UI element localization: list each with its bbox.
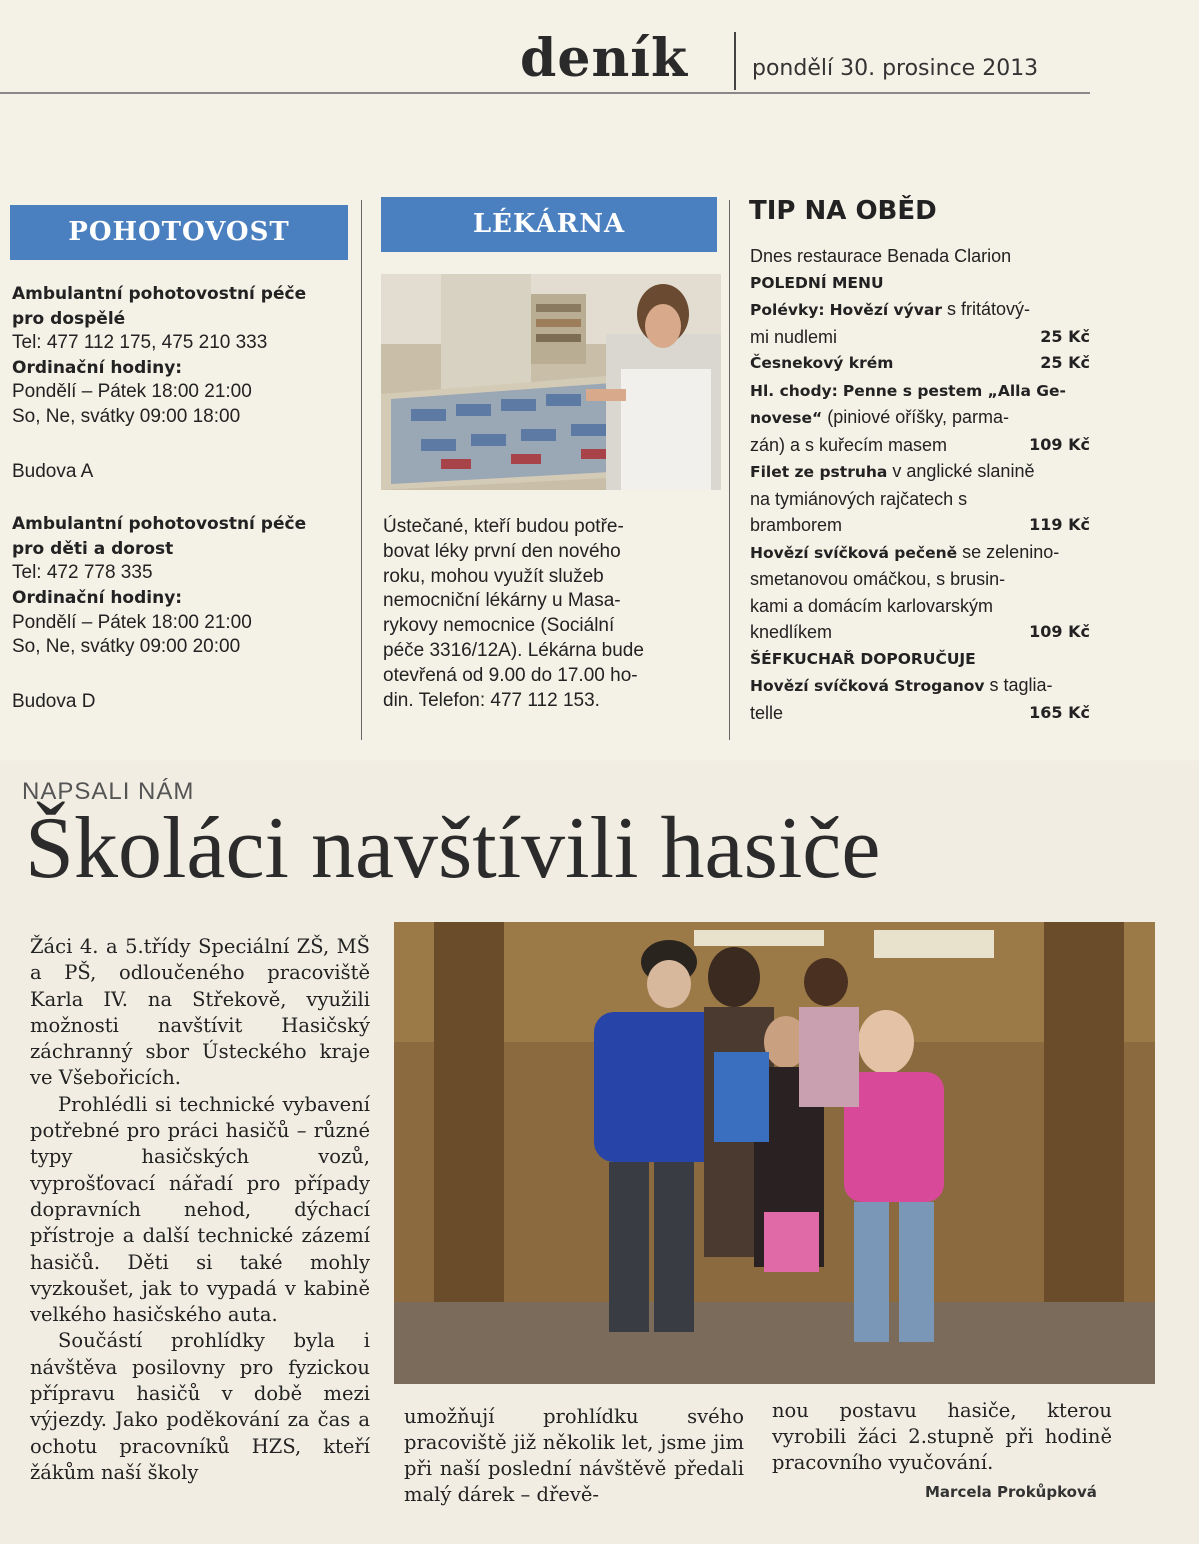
column-divider: [361, 200, 362, 740]
article-paragraph: Součástí prohlídky byla i návštěva posilovny pro fyzickou přípravu hasičů v době mezi výjezdy. Jako poděkování za čas a ochotu pracovníků HZS, kteří žákům naší školy: [30, 1329, 370, 1484]
lekarna-line: nemocniční lékárny u Masa-: [383, 590, 621, 612]
article-column-2: umožňují prohlídku svého pracoviště již několik let, jsme jim při naší poslední návštěvě předali malý dárek – dřevě-: [404, 1405, 744, 1506]
dish-name: Hovězí vývar: [829, 301, 942, 319]
tip-menu: [750, 243, 1090, 726]
masthead-divider: [734, 32, 736, 90]
lekarna-line: otevřená od 9.00 do 17.00 ho-: [383, 664, 638, 686]
pharmacy-photo: [381, 274, 721, 490]
lekarna-text: [383, 515, 713, 713]
article-kicker: NAPSALI NÁM: [22, 778, 195, 805]
block1-hours: Pondělí – Pátek 18:00 21:00: [12, 381, 252, 403]
lekarna-title: LÉKÁRNA: [381, 197, 717, 252]
dish-name: Penne s pestem „Alla Ge-: [842, 381, 1066, 400]
dish-desc: (piniové oříšky, parma-: [822, 407, 1009, 427]
dish-price: 109 Kč: [1029, 622, 1090, 641]
dish-price: 25 Kč: [1040, 353, 1090, 372]
tip-title: TIP NA OBĚD: [749, 196, 937, 226]
dish-desc: kami a domácím karlovarským: [750, 595, 994, 616]
article-column-1: [30, 934, 370, 1486]
dish-desc: bramborem: [750, 515, 843, 535]
dish-desc: na tymiánových rajčatech s: [750, 488, 968, 509]
article-author: Marcela Prokůpková: [925, 1483, 1097, 1501]
lekarna-line: péče 3316/12A). Lékárna bude: [383, 639, 644, 661]
dish-name: novese“: [750, 409, 823, 427]
dish-desc: telle: [750, 702, 784, 723]
masthead-date: pondělí 30. prosince 2013: [752, 56, 1039, 81]
dish-desc: s taglia-: [984, 675, 1053, 695]
lekarna-line: bovat léky první den nového: [383, 540, 621, 562]
dish-desc: smetanovou omáčkou, s brusin-: [750, 569, 1006, 589]
lekarna-line: Ústečané, kteří budou potře-: [383, 516, 624, 537]
block1-tel: Tel: 477 112 175, 475 210 333: [12, 332, 268, 354]
block2-hours: So, Ne, svátky 09:00 20:00: [12, 636, 241, 658]
article-paragraph: Žáci 4. a 5.třídy Speciální ZŠ, MŠ a PŠ, odloučeného pracoviště Karla IV. na Střekově, využili možnosti navštívit Hasičský záchranný sbor Ústeckého kraje ve Všebořicích.: [30, 935, 370, 1090]
dish-name: Česnekový krém: [750, 354, 894, 372]
dish-price: 25 Kč: [1040, 326, 1090, 346]
children-photo: [394, 922, 1155, 1384]
dish-price: 109 Kč: [1029, 434, 1090, 454]
block2-tel: Tel: 472 778 335: [12, 562, 153, 584]
block2-hours-label: Ordinační hodiny:: [12, 587, 183, 608]
block2-heading: pro děti a dorost: [12, 538, 174, 559]
block2-hours: Pondělí – Pátek 18:00 21:00: [12, 611, 252, 633]
dish-desc: zán) a s kuřecím masem: [750, 434, 948, 455]
mains-label: Hl. chody:: [750, 381, 838, 400]
block2-heading: Ambulantní pohotovostní péče: [12, 514, 307, 535]
article-headline: Školáci navštívili hasiče: [25, 800, 881, 897]
dish-name: Hovězí svíčková Stroganov: [750, 677, 985, 695]
lekarna-line: rykovy nemocnice (Sociální: [383, 615, 615, 637]
dish-desc: knedlíkem: [750, 622, 833, 642]
column-divider: [729, 200, 730, 740]
lekarna-line: din. Telefon: 477 112 153.: [383, 689, 600, 711]
lekarna-line: roku, mohou využít služeb: [383, 565, 604, 587]
dish-name: Filet ze pstruha: [750, 463, 888, 481]
menu-label: POLEDNÍ MENU: [750, 273, 884, 292]
block2-building: Budova D: [12, 690, 96, 712]
dish-price: 165 Kč: [1029, 702, 1090, 722]
dish-price: 119 Kč: [1029, 515, 1090, 534]
block1-heading: Ambulantní pohotovostní péče: [12, 284, 307, 304]
block1-building: Budova A: [12, 460, 94, 482]
dish-desc: mi nudlemi: [750, 326, 838, 347]
masthead-rule: [0, 92, 1090, 94]
dish-desc: se zelenino-: [957, 541, 1060, 562]
soups-label: Polévky:: [750, 301, 825, 319]
chef-label: ŠÉFKUCHAŘ DOPORUČUJE: [750, 649, 976, 668]
article-column-3: nou postavu hasiče, kterou vyrobili žáci 2.stupně při hodině pracovního vyučování.: [772, 1399, 1112, 1474]
article-paragraph: Prohlédli si technické vybavení potřebné pro práci hasičů – různé typy hasičských vozů, vyprošťovací nářadí pro případy dopravních nehod, dýchací přístroje a další technické zázemí hasičů. Děti si také mohly vyzkoušet, jak to vypadá v kabině velkého hasičského auta.: [30, 1092, 370, 1327]
pohotovost-title: POHOTOVOST: [10, 205, 348, 260]
dish-name: Hovězí svíčková pečeně: [750, 543, 958, 562]
block1-hours: So, Ne, svátky 09:00 18:00: [12, 405, 241, 427]
block1-hours-label: Ordinační hodiny:: [12, 357, 183, 378]
dish-desc: s fritátový-: [941, 299, 1030, 319]
block1-heading: pro dospělé: [12, 308, 126, 329]
dish-desc: v anglické slanině: [887, 461, 1035, 481]
masthead-brand: deník: [520, 28, 689, 89]
tip-intro: Dnes restaurace Benada Clarion: [750, 246, 1012, 266]
pohotovost-body: [12, 282, 352, 714]
